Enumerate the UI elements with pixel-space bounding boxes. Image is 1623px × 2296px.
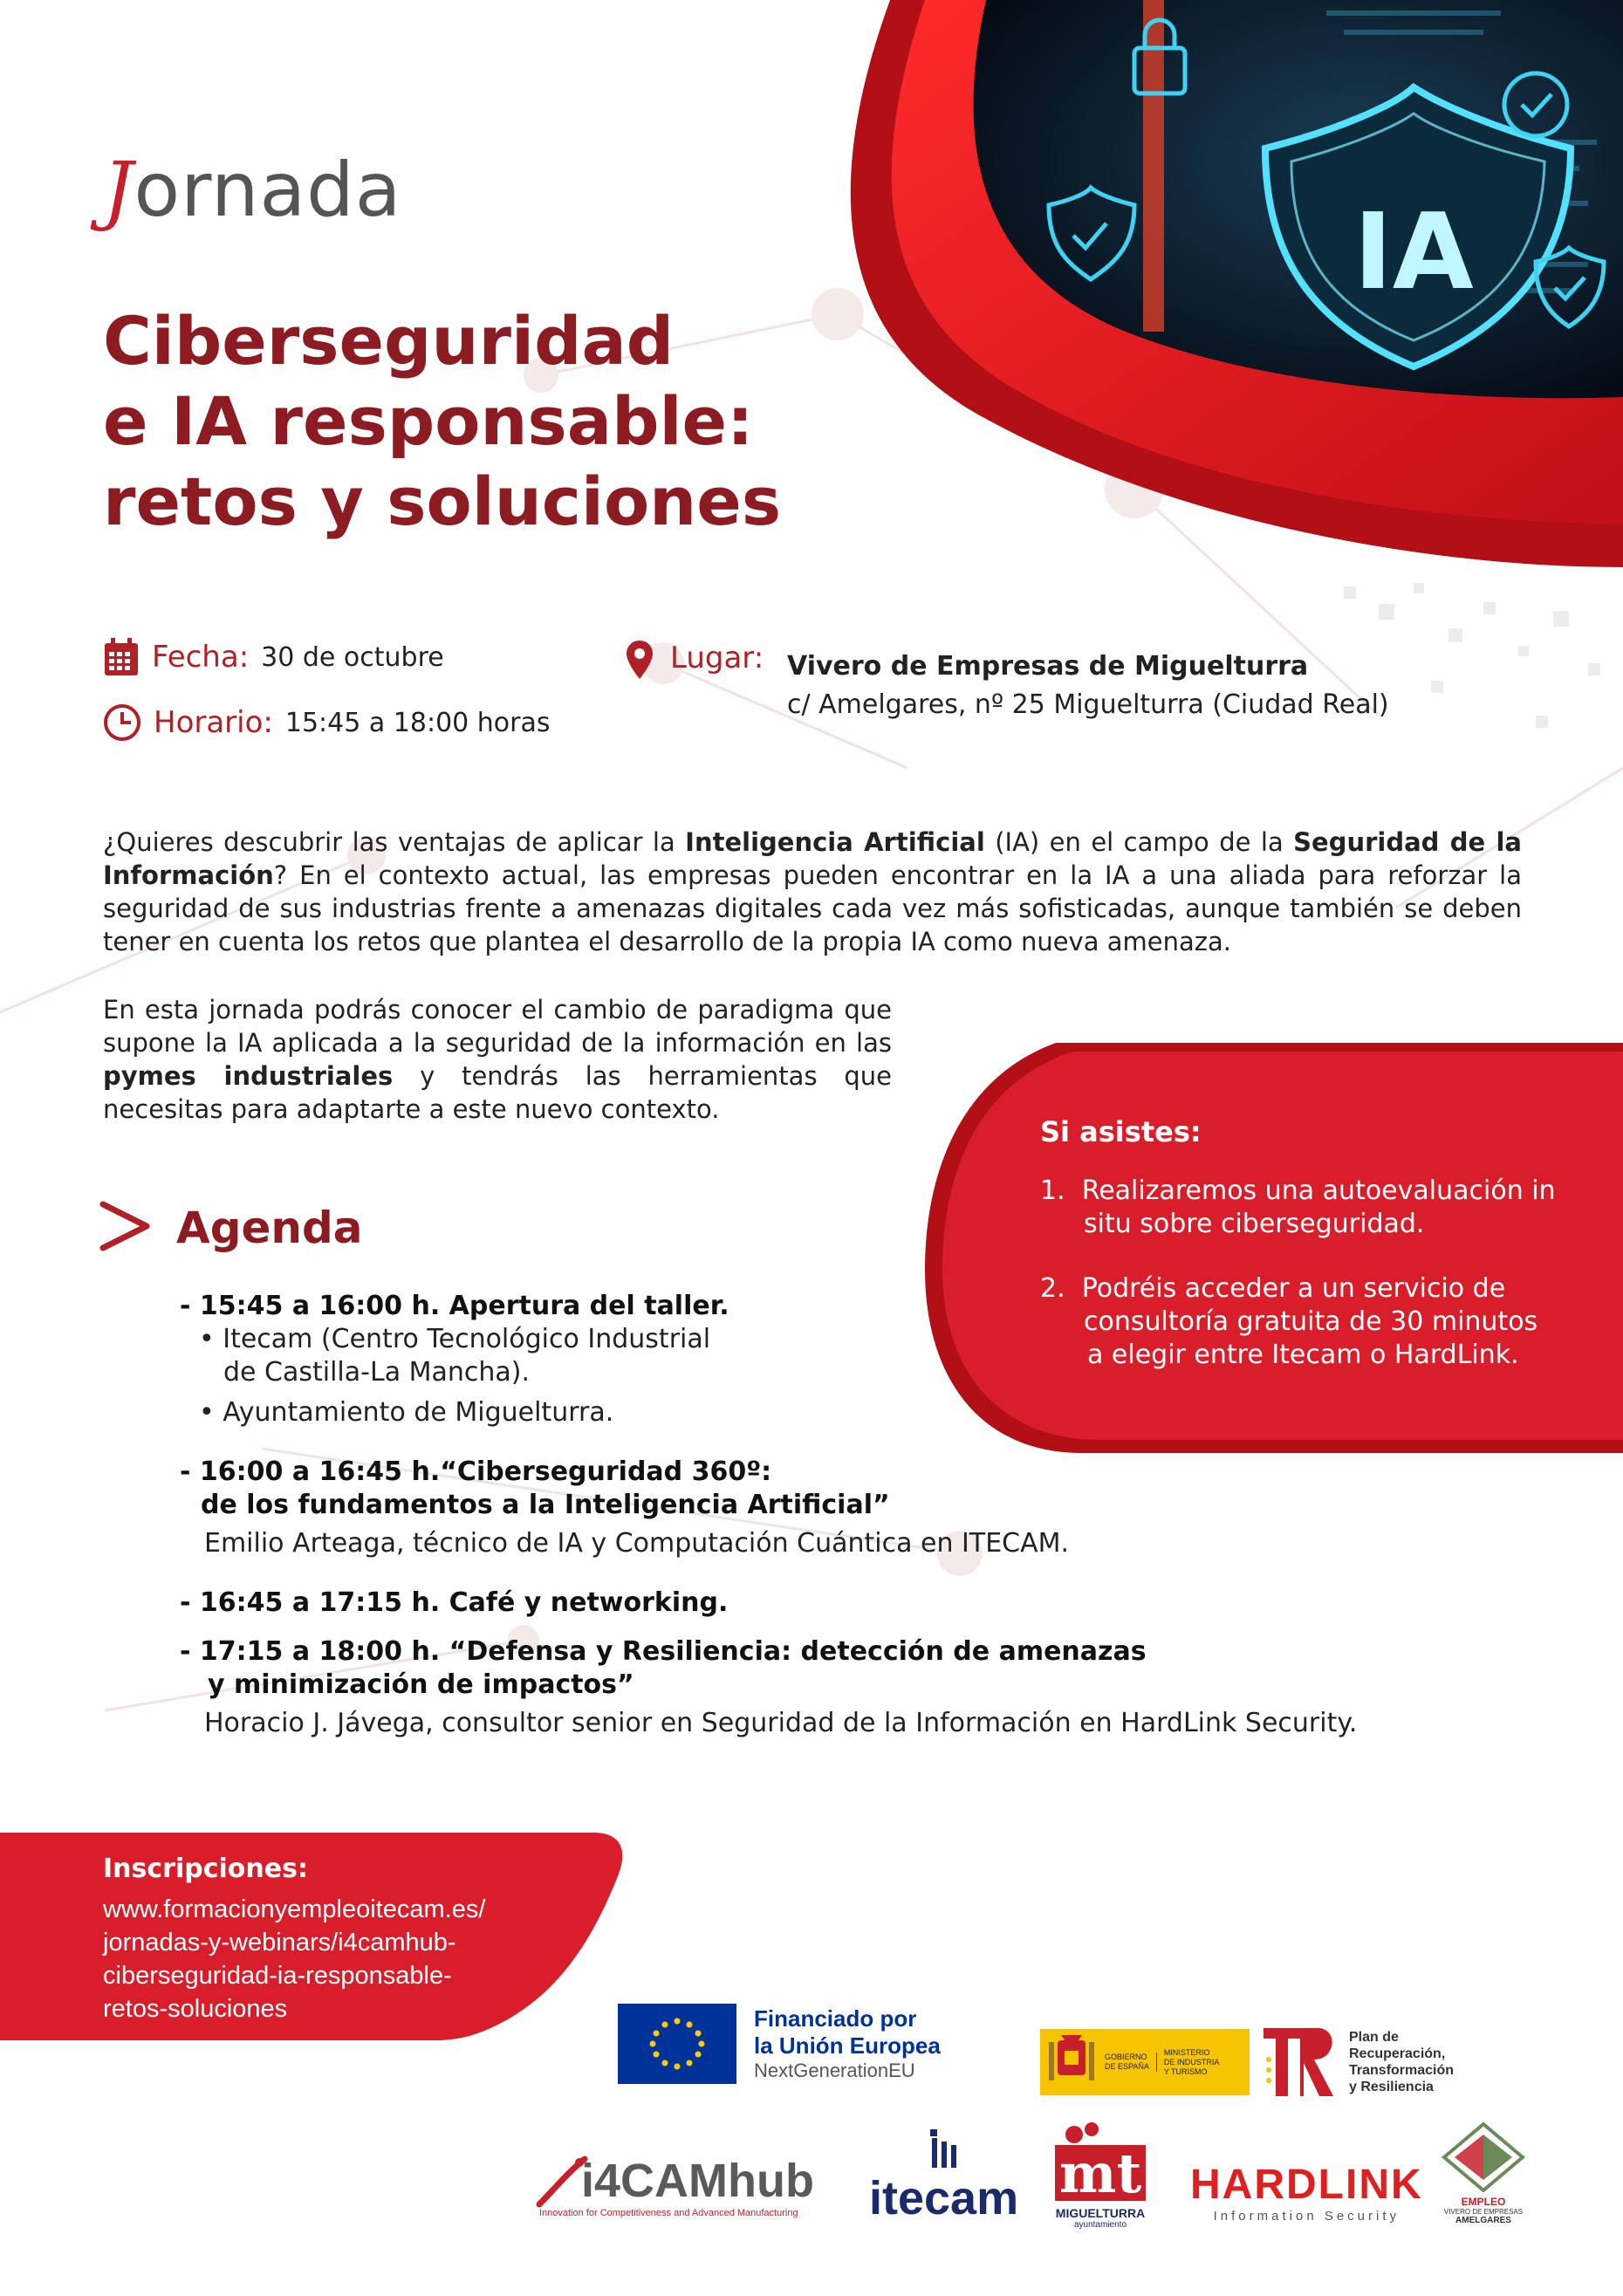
- calendar-icon: [103, 637, 140, 677]
- lugar-row: [625, 641, 764, 681]
- url-line-1[interactable]: www.formacionyempleoitecam.es/: [103, 1895, 486, 1923]
- agenda-item-1-title: - 15:45 a 16:00 h. Apertura del taller.: [180, 1291, 729, 1321]
- item2-num: 2.: [1040, 1273, 1065, 1304]
- eu-line-3: NextGenerationEU: [754, 2060, 915, 2081]
- horario-label: Horario:: [154, 705, 273, 740]
- vivero-line-2: VIVERO DE EMPRESAS: [1443, 2208, 1524, 2216]
- lugar-address: c/ Amelgares, nº 25 Miguelturra (Ciudad Real): [787, 689, 1389, 720]
- eu-flag-icon: [618, 2004, 736, 2084]
- miguelturra-logo: [1044, 2119, 1157, 2230]
- agenda-item-1-bullet-2: • Ayuntamiento de Miguelturra.: [199, 1397, 614, 1428]
- vivero-diamond-icon: [1435, 2122, 1531, 2192]
- prtr-logo-icon: [1260, 2025, 1339, 2100]
- p2-bold-pymes: pymes industriales: [103, 1061, 394, 1091]
- horario-row: [103, 703, 551, 742]
- agenda-item-2-speaker: Emilio Arteaga, técnico de IA y Computación Cuántica en ITECAM.: [204, 1528, 1070, 1559]
- gob-line-1: GOBIERNO: [1105, 2053, 1147, 2061]
- url-line-4[interactable]: retos-soluciones: [103, 1995, 288, 2023]
- agenda-item-1-bullet-1-l1: • Itecam (Centro Tecnológico Industrial: [199, 1324, 711, 1354]
- p1-bold-ia: Inteligencia Artificial: [685, 827, 985, 857]
- agenda-item-3-title: - 16:45 a 17:15 h. Café y networking.: [180, 1587, 729, 1618]
- event-kicker: [103, 147, 401, 234]
- si-asistes-title: Si asistes:: [1040, 1115, 1202, 1148]
- fecha-label: Fecha:: [152, 640, 250, 675]
- lugar-name: Vivero de Empresas de Miguelturra: [787, 651, 1309, 682]
- agenda-item-4-title-l2: y minimización de impactos”: [208, 1669, 634, 1700]
- item2-line2: consultoría gratuita de 30 minutos: [1084, 1306, 1538, 1337]
- agenda-item-2-title-l2: de los fundamentos a la Inteligencia Artificial”: [201, 1490, 890, 1520]
- i4camhub-logo: [536, 2154, 814, 2218]
- p2-text-c: y tendrás las herramientas que necesitas para adaptarte a este nuevo contexto.: [103, 1061, 892, 1124]
- title-line-1: Ciberseguridad: [103, 302, 675, 380]
- intro-paragraph-2: [103, 993, 892, 1126]
- event-title: [103, 301, 781, 542]
- si-asistes-item-1: [1040, 1175, 1581, 1241]
- agenda-title: Agenda: [176, 1203, 363, 1253]
- vivero-logo: [1431, 2122, 1536, 2225]
- fecha-value: 30 de octubre: [261, 641, 444, 673]
- title-line-2: e IA responsable:: [103, 382, 754, 460]
- svg-text:mt: mt: [1058, 2142, 1142, 2203]
- shield-ia-text: IA: [1353, 192, 1474, 313]
- eu-line-2: la Unión Europea: [754, 2032, 941, 2059]
- vivero-line-1: EMPLEO: [1461, 2196, 1506, 2208]
- item1-line2: situ sobre ciberseguridad.: [1084, 1209, 1425, 1239]
- itecam-mark-icon: [918, 2129, 970, 2173]
- agenda-list: [180, 1290, 1489, 1740]
- item1-num: 1.: [1040, 1175, 1065, 1206]
- miguelturra-name: MIGUELTURRA: [1055, 2206, 1146, 2220]
- agenda-item-1-bullet-1-l2: de Castilla-La Mancha).: [223, 1357, 531, 1388]
- p1-bold-seguridad: Seguridad de la Información: [103, 827, 1523, 890]
- p2-text-a: En esta jornada podrás conocer el cambio de paradigma que supone la IA aplicada a la seguridad de la información en las: [103, 995, 892, 1058]
- fecha-row: [103, 637, 444, 677]
- gobierno-band: [1040, 2029, 1250, 2095]
- intro-paragraph-1: [103, 826, 1522, 958]
- horario-value: 15:45 a 18:00 horas: [284, 707, 551, 738]
- agenda-item-4-title-l1: - 17:15 a 18:00 h. “Defensa y Resiliencia: detección de amenazas: [180, 1636, 1147, 1667]
- gob-line-2: DE ESPAÑA: [1105, 2062, 1149, 2071]
- plan-line-1: Plan de: [1349, 2030, 1399, 2045]
- hardlink-sub: Information Security: [1213, 2209, 1400, 2224]
- inscripciones-url[interactable]: [103, 1893, 485, 2025]
- item2-line3: a elegir entre Itecam o HardLink.: [1087, 1340, 1519, 1370]
- item2-line1: Podréis acceder a un servicio de: [1081, 1273, 1506, 1304]
- i4cam-name: i4CAMhub: [581, 2155, 814, 2207]
- inscripciones-panel: [103, 1854, 485, 2025]
- hardlink-name: HARDLINK: [1190, 2162, 1423, 2208]
- hero-banner: [768, 0, 1623, 567]
- inscripciones-title: Inscripciones:: [103, 1854, 308, 1884]
- gobierno-logo: [1040, 2025, 1454, 2100]
- min-line-2: DE INDUSTRIA: [1163, 2057, 1220, 2066]
- url-line-2[interactable]: jornadas-y-webinars/i4camhub-: [103, 1929, 456, 1957]
- plan-line-2: Recuperación,: [1349, 2046, 1446, 2061]
- agenda-item-2-title-l1: - 16:00 a 16:45 h.“Ciberseguridad 360º:: [180, 1456, 772, 1487]
- hardlink-logo: [1190, 2161, 1423, 2224]
- p1-text-e: ? En el contexto actual, las empresas pueden encontrar en la IA a una aliada para reforzar la seguridad de sus industrias frente a amenazas digitales cada vez más sofisticadas, aunque también se deben tener en cuenta los retos que plantea el desarrollo de la propia IA como nueva amenaza.: [103, 860, 1522, 956]
- itecam-logo: [869, 2129, 1018, 2225]
- kicker-rest: ornada: [134, 147, 402, 234]
- url-line-3[interactable]: ciberseguridad-ia-responsable-: [103, 1962, 452, 1990]
- eu-logo: [618, 2004, 941, 2084]
- location-pin-icon: [625, 639, 654, 681]
- lugar-details: [787, 648, 1389, 724]
- min-line-3: Y TURISMO: [1163, 2066, 1208, 2076]
- kicker-initial: J: [103, 147, 134, 234]
- i4cam-swoosh-icon: [536, 2155, 588, 2208]
- miguelturra-sub: ayuntamiento: [1073, 2220, 1127, 2230]
- i4cam-tagline: Innovation for Competitiveness and Advanced Manufacturing: [539, 2208, 798, 2218]
- eu-line-1: Financiado por: [754, 2005, 917, 2032]
- vivero-line-3: AMELGARES: [1455, 2216, 1511, 2225]
- clock-icon: [103, 703, 141, 742]
- plan-line-4: y Resiliencia: [1349, 2080, 1434, 2094]
- min-line-1: MINISTERIO: [1163, 2047, 1210, 2057]
- p1-text-c: (IA) en el campo de la: [984, 827, 1294, 857]
- itecam-name: itecam: [869, 2172, 1019, 2224]
- agenda-chevron-icon: [98, 1199, 154, 1253]
- miguelturra-mt-icon: [1048, 2119, 1153, 2203]
- plan-line-3: Transformación: [1349, 2063, 1455, 2078]
- item1-line1: Realizaremos una autoevaluación in: [1081, 1175, 1556, 1206]
- agenda-item-4-speaker: Horacio J. Jávega, consultor senior en Seguridad de la Información en HardLink Security.: [204, 1708, 1358, 1738]
- spain-coat-of-arms-icon: [1045, 2032, 1098, 2093]
- lugar-label: Lugar:: [670, 641, 764, 675]
- title-line-3: retos y soluciones: [103, 463, 782, 540]
- p1-text-a: ¿Quieres descubrir las ventajas de aplicar la: [103, 827, 686, 857]
